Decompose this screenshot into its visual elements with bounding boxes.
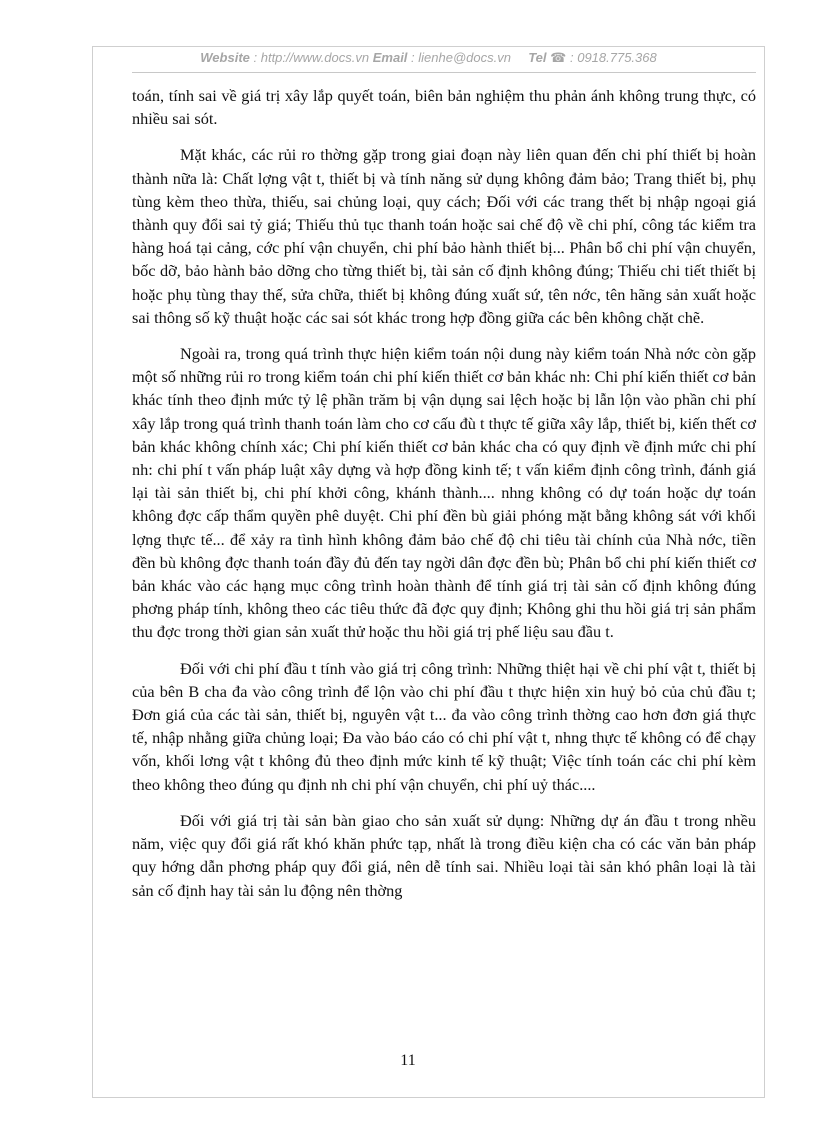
header-divider (132, 72, 756, 73)
paragraph-investment-costs: Đối với chi phí đầu t tính vào giá trị công trình: Những thiệt hại về chi phí vật t, thiết bị của bên B cha đa vào công trình để lộn vào chi phí đầu t thực hiện xin huỷ bỏ của chủ đầu t; Đơn giá của các tài sản, thiết bị, nguyên vật t... đa vào công trình thờng cao hơn đơn giá thực tế, nhập nhằng giữa chủng loại; Đa vào báo cáo có chi phí vật t, nhng thực tế không có để chạy vốn, khối lơng vật t không đủ theo định mức kinh tế kỹ thuật; Việc tính toán các chi phí kèm theo không theo đúng qu định nh chi phí vận chuyển, chi phí uỷ thác.... (132, 658, 756, 794)
page-header (92, 50, 765, 66)
email-label: Email (372, 50, 408, 65)
page-number: 11 (400, 1052, 416, 1069)
document-body (132, 84, 756, 915)
paragraph-asset-handover: Đối với giá trị tài sản bàn giao cho sản xuất sử dụng: Những dự án đầu t trong nhều năm, việc quy đổi giá rất khó khăn phức tạp, nhất là trong điều kiện cha có các văn bản pháp quy hớng dẫn phơng pháp quy đổi giá, nên dễ tính sai. Nhiều loại tài sản khó phân loại là tài sản cố định hay tài sản lu động nên thờng (132, 810, 756, 900)
tel-label: Tel (528, 50, 547, 65)
paragraph-continuation: toán, tính sai về giá trị xây lắp quyết toán, biên bản nghiệm thu phản ánh không trung thực, có nhiều sai sót. (132, 86, 756, 129)
tel-number: : 0918.775.368 (569, 50, 657, 65)
paragraph-equipment-risks: Mặt khác, các rủi ro thờng gặp trong giai đoạn này liên quan đến chi phí thiết bị hoàn thành nữa là: Chất lợng vật t, thiết bị và tính năng sử dụng không đảm bảo; Trang thiết bị, phụ tùng kèm theo thừa, thiếu, sai chủng loại, quy cách; Đối với các trang thết bị nhập ngoại giá thành quy đổi sai tỷ giá; Thiếu thủ tục thanh toán hoặc sai chế độ về chi phí, công tác kiểm tra hàng hoá tại cảng, cớc phí vận chuyển, chi phí bảo hành thiết bị... Phân bổ chi phí vận chuyển, bốc dỡ, bảo hành bảo dỡng cho từng thiết bị, tài sản cố định không đúng; Thiếu chi tiết thiết bị hoặc phụ tùng thay thế, sửa chữa, thiết bị không đúng xuất sứ, tên nớc, tên hãng sản xuất hoặc sai thông số kỹ thuật hoặc các sai sót khác trong hợp đồng giữa các bên không chặt chẽ. (132, 145, 756, 327)
email-address[interactable]: : lienhe@docs.vn (411, 50, 511, 65)
paragraph-other-costs-risks: Ngoài ra, trong quá trình thực hiện kiểm toán nội dung này kiểm toán Nhà nớc còn gặp một số những rủi ro trong kiểm toán chi phí kiến thiết cơ bản khác nh: Chi phí kiến thiết cơ bản khác tính theo định mức tỷ lệ phần trăm bị vận dụng sai lệch hoặc bị lẫn lộn vào phần chi phí xây lắp trong quá trình thanh toán làm cho cơ cấu đù t thực tế giữa xây lắp, thiết bị, kiến thết cơ bản khác không chính xác; Chi phí kiến thiết cơ bản khác cha có quy định về định mức chi phí nh: chi phí t vấn pháp luật xây dựng và hợp đồng kinh tế; t vấn kiểm định công trình, đánh giá lại tài sản thiết bị, chi phí khởi công, khánh thành.... nhng không có dự toán hoặc dự toán không đợc cấp thẩm quyền phê duyệt. Chi phí đền bù giải phóng mặt bằng không sát với khối lợng thực tế... để xảy ra tình hình không đảm bảo chế độ chi tiêu tài chính của Nhà nớc, tiền đền bù không đợc thanh toán đầy đủ đến tay ngời dân đợc đền bù; Phân bổ chi phí kiến thiết cơ bản khác vào các hạng mục công trình hoàn thành để tính giá trị tài sản cố định không đúng phơng pháp tính, không theo các tiêu thức đã đợc quy định; Không ghi thu hồi giá trị sản phẩm thu đợc trong thời gian sản xuất thử hoặc thu hồi giá trị phế liệu sau đầu t. (132, 344, 756, 642)
phone-icon: ☎ (550, 50, 567, 65)
website-label: Website (200, 50, 250, 65)
website-url[interactable]: : http://www.docs.vn (253, 50, 370, 65)
